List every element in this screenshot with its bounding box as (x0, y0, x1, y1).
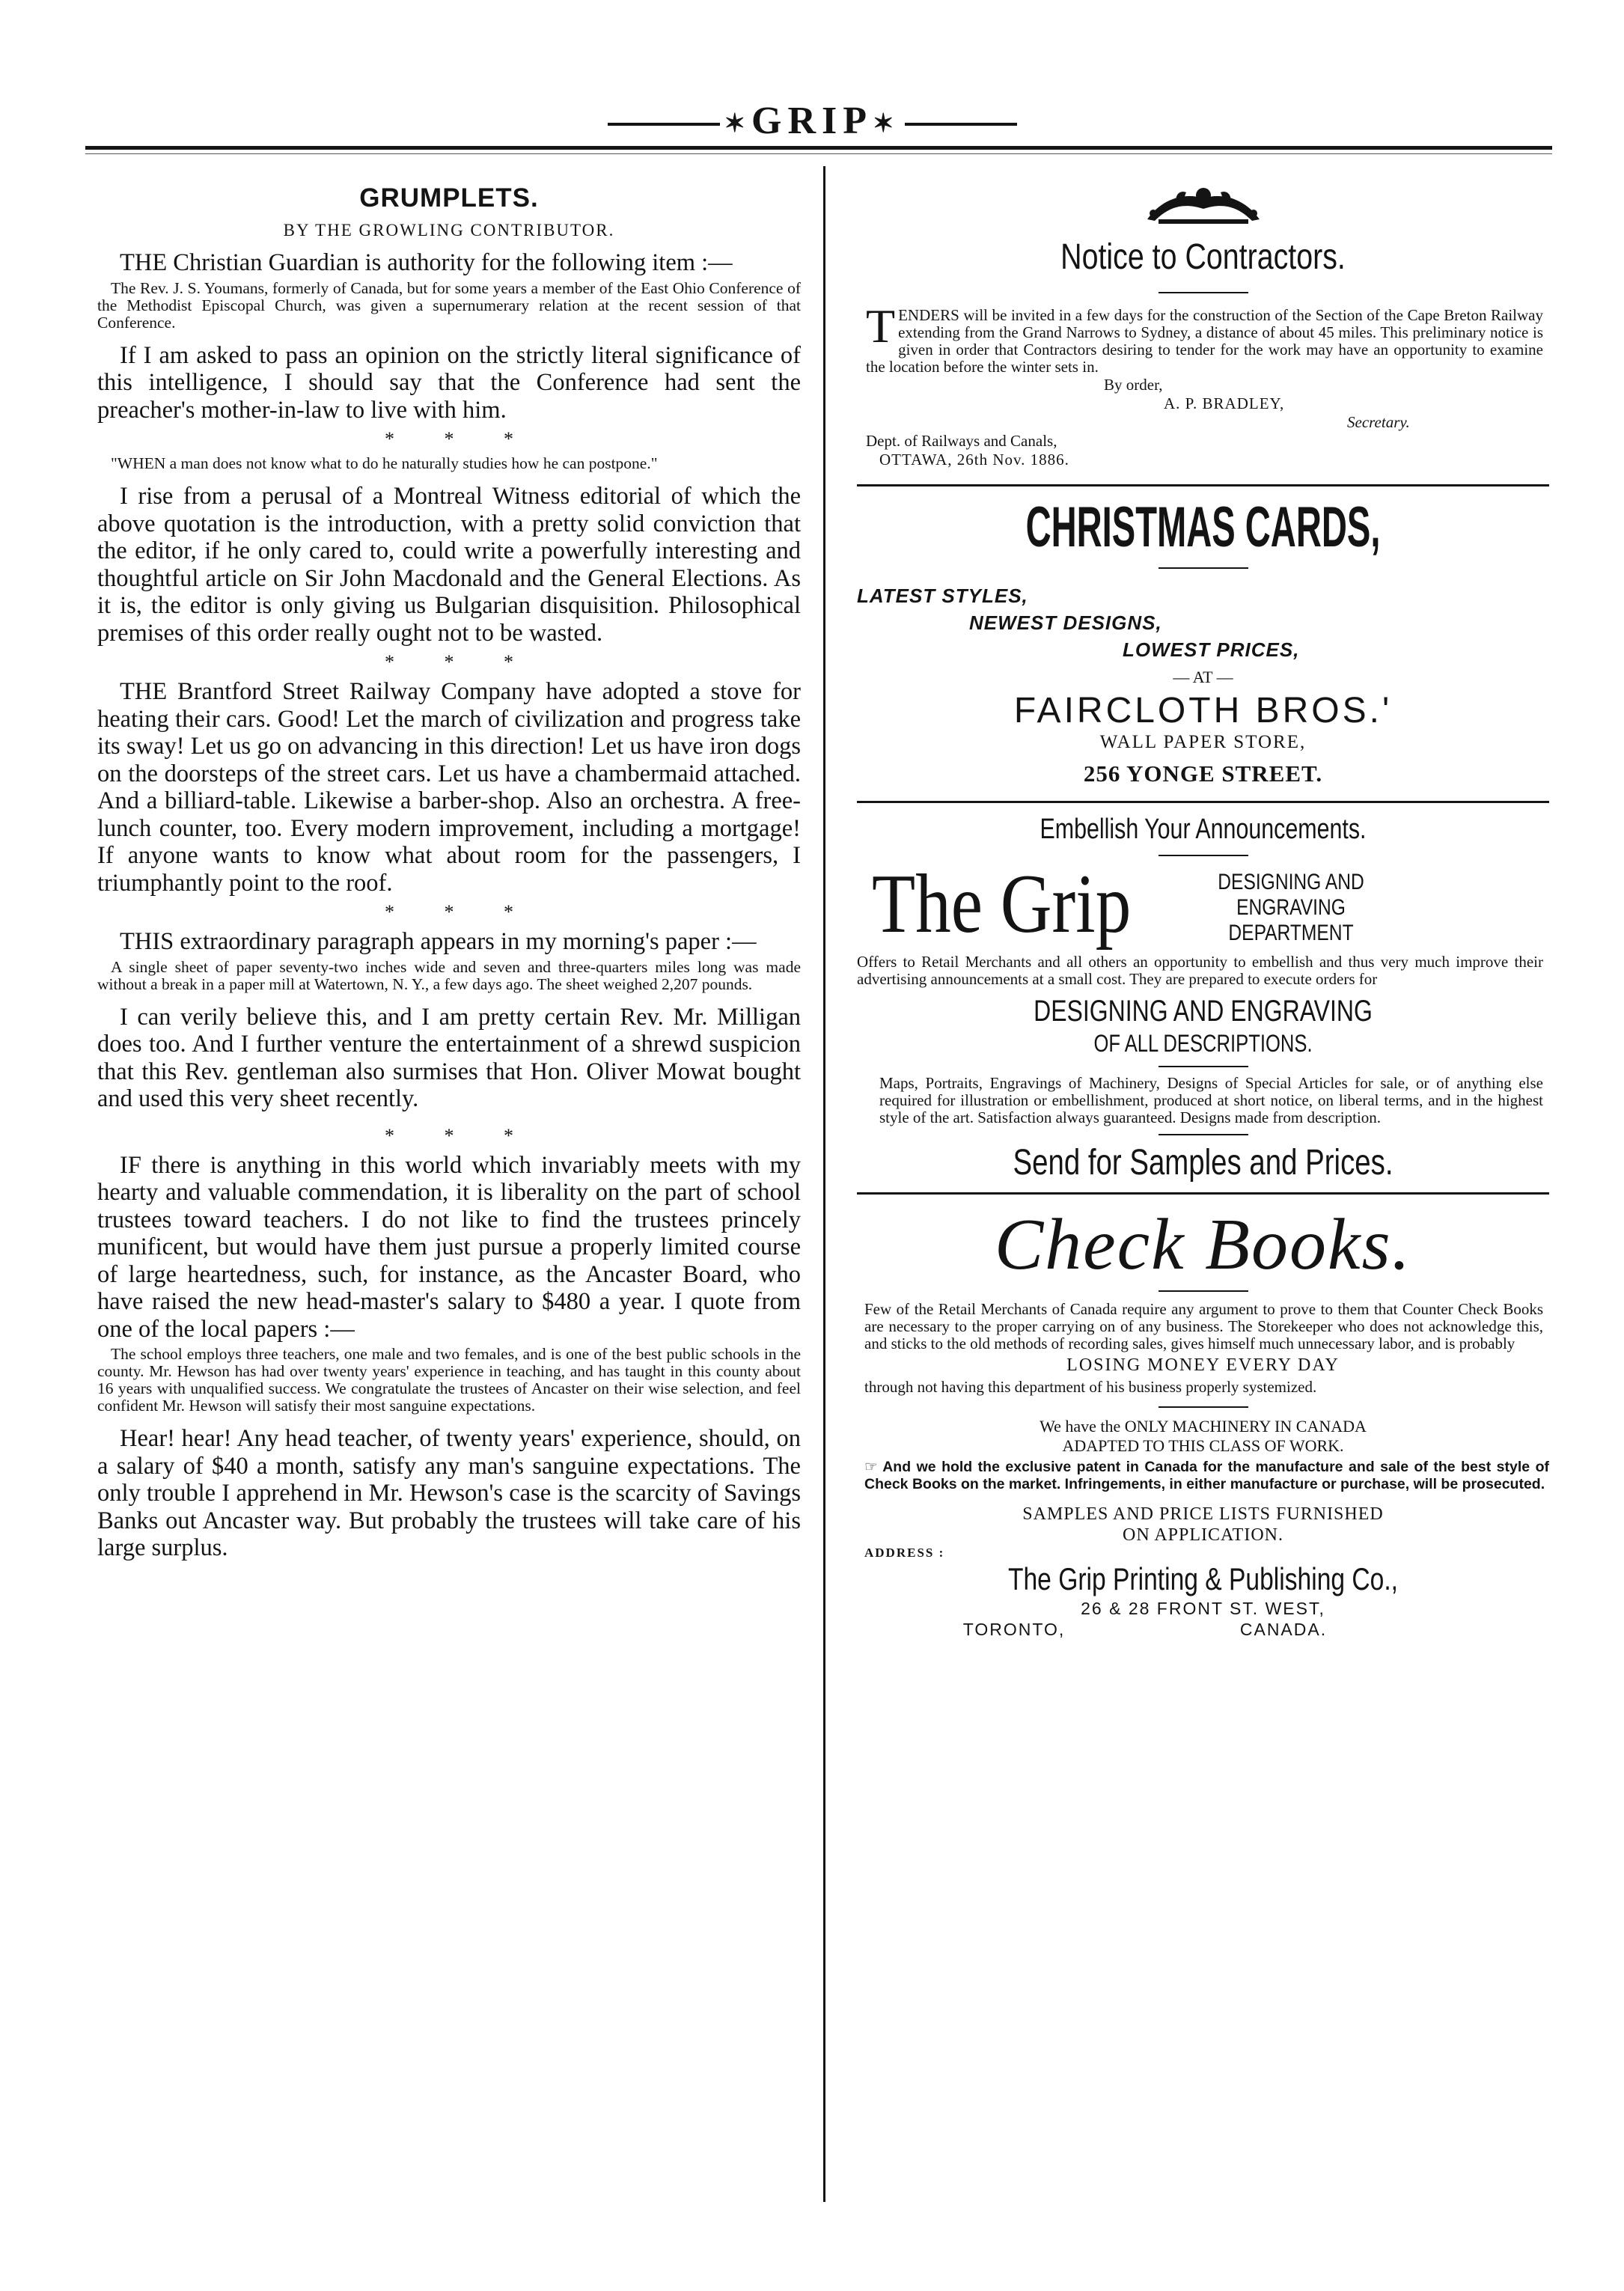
paragraph-1: THE Christian Guardian is authority for the following item :— (120, 249, 733, 276)
ad-line-designs: NEWEST DESIGNS, (969, 611, 1162, 634)
section-rule (857, 801, 1549, 803)
divider (1159, 567, 1248, 569)
designing-heading: DESIGNING AND ENGRAVING (1034, 995, 1373, 1028)
check-machinery-1: We have the ONLY MACHINERY IN CANADA (1040, 1417, 1367, 1436)
section-break: * * * (385, 1124, 513, 1147)
paragraph-2: If I am asked to pass an opinion on the strictly literal significance of this intelligence, I should say that the Conference had sent the preacher's mother-in-law to live with him. (97, 341, 801, 424)
notice-dept: Dept. of Railways and Canals, (866, 432, 1057, 450)
header-rule-thin (85, 153, 1552, 154)
check-samples-1: SAMPLES AND PRICE LISTS FURNISHED (1022, 1504, 1384, 1524)
check-machinery-2: ADAPTED TO THIS CLASS OF WORK. (1062, 1436, 1344, 1455)
quotation-1: The Rev. J. S. Youmans, formerly of Canada, but for some years a member of the East Ohio Conference of the Methodist Episcopal Church, was given a supernumerary relation at the recent session of that Conference. (97, 278, 801, 332)
christmas-cards-title: CHRISTMAS CARDS, (1025, 495, 1381, 559)
right-column (857, 168, 1549, 1640)
company-city-line (857, 1619, 1549, 1640)
drop-cap: T (866, 299, 896, 353)
masthead-title: GRIP (751, 100, 873, 142)
divider (1159, 1066, 1248, 1067)
paragraph-5: THIS extraordinary paragraph appears in my morning's paper :— (120, 928, 757, 955)
section-break: * * * (385, 651, 513, 673)
check-body: Few of the Retail Merchants of Canada require any argument to prove to them that Counter Check Books are necessary to the proper carrying on of any business. The Storekeeper who does not acknowledge this, and sticks to the old methods of recording sales, gives himself much unnecessary labor, and is probably (864, 1300, 1543, 1352)
paragraph-3: I rise from a perusal of a Montreal Witness editorial of which the above quotation is the introduction, with a pretty solid conviction that the editor, if he only cared to, could write a powerfully interesting and thoughtful article on Sir John Macdonald and the General Elections. As it is, the editor is only giving us Bulgarian disquisition. Philosophical premises of this order really ought not to be wasted. (97, 483, 801, 647)
ad-at: — AT — (1173, 668, 1233, 686)
masthead-rule-left (608, 123, 720, 126)
header-rule (85, 146, 1552, 150)
left-column (97, 168, 801, 1562)
section-break: * * * (385, 901, 513, 923)
section-rule (857, 484, 1549, 486)
company-city: TORONTO, (962, 1620, 1066, 1639)
descriptions-heading: OF ALL DESCRIPTIONS. (1093, 1030, 1313, 1057)
firm-name: FAIRCLOTH BROS.' (1013, 691, 1393, 730)
send-heading-wrap (857, 1141, 1549, 1185)
grip-details: Maps, Portraits, Engravings of Machinery, Designs of Special Articles for sale, or of anything else required for illustration or embellishment, produced at short notice, on liberal terms, and in the highest style of the art. Satisfaction always guaranteed. Designs made from description. (879, 1074, 1543, 1126)
embellish-heading-wrap (857, 814, 1549, 846)
notice-date: OTTAWA, 26th Nov. 1886. (879, 451, 1069, 469)
embellish-heading: Embellish Your Announcements. (1040, 814, 1367, 845)
company-name-wrap (857, 1561, 1549, 1598)
notice-body (866, 299, 1543, 376)
divider (1159, 292, 1248, 293)
star-icon: ✶ (873, 110, 900, 138)
grip-logo-text: The Grip (872, 858, 1132, 951)
quotation-2: "WHEN a man does not know what to do he naturally studies how he can postpone." (111, 454, 658, 472)
notice-text: ENDERS will be invited in a few days for the construction of the Section of the Cape Breton Railway extending from the Grand Narrows to Sydney, a distance of about 45 miles. This preliminary notice is given in order that Contractors desiring to tender for the work may have an opportunity to examine the location before the winter sets in. (866, 306, 1543, 376)
star-icon: ✶ (724, 110, 751, 138)
paragraph-8: Hear! hear! Any head teacher, of twenty years' experience, should, on a salary of $40 a month, satisfy any man's sanguine expectations. The only trouble I apprehend in Mr. Hewson's case is the scarcity of Savings Banks out Ancaster way. But probably the trustees will take care of his large surplus. (97, 1425, 801, 1561)
check-patent: ☞ And we hold the exclusive patent in Canada for the manufacture and sale of the best style of Check Books on the market. Infringements, in either manufacture or purchase, will be prosecuted. (864, 1459, 1549, 1492)
column-divider (823, 166, 825, 2202)
company-country: CANADA. (1239, 1620, 1328, 1639)
firm-store: WALL PAPER STORE, (1099, 732, 1307, 752)
paragraph-6: I can verily believe this, and I am pretty certain Rev. Mr. Milligan does too. And I further venture the entertainment of a shrewd suspicion that this Rev. gentleman also surmises that Hon. Oliver Mowat bought and used this very sheet recently. (97, 1003, 801, 1112)
notice-title-wrap (857, 237, 1549, 278)
notice-by-order: By order, (1104, 376, 1163, 394)
article-byline: BY THE GROWLING CONTRIBUTOR. (283, 221, 615, 240)
ad-line-prices: LOWEST PRICES, (1123, 638, 1300, 661)
check-through: through not having this department of his business properly systemized. (864, 1378, 1317, 1396)
section-break: * * * (385, 428, 513, 450)
designing-heading-wrap (857, 994, 1549, 1058)
dept-line-3: DEPARTMENT (1228, 921, 1354, 945)
grip-offer: Offers to Retail Merchants and all others an opportunity to embellish and thus very much improve their advertising announcements at a small cost. They are prepared to execute orders for (857, 953, 1543, 988)
section-rule (857, 1192, 1549, 1195)
notice-signer-title: Secretary. (1347, 413, 1410, 431)
send-heading: Send for Samples and Prices. (1013, 1143, 1393, 1183)
check-losing: LOSING MONEY EVERY DAY (1066, 1355, 1340, 1375)
dept-line-2: ENGRAVING (1236, 895, 1346, 920)
paragraph-4: THE Brantford Street Railway Company have adopted a stove for heating their cars. Good! Let the march of civilization and progress take its sway! Let us go on advancing in this direction! Let us have iron dogs on the doorsteps of the street cars. Let us have a chambermaid attached. And a billiard-table. Likewise a barber-shop. Also an orchestra. A free-lunch counter, too. Every modern improvement, including a mortgage! If anyone wants to know what about room for the passengers, I triumphantly point to the roof. (97, 678, 801, 897)
paragraph-7: IF there is anything in this world which invariably meets with my hearty and valuable commendation, it is liberality on the part of school trustees toward teachers. I do not like to find the trustees princely munificent, but would have them just pursue a properly limited course of large heartedness, such, for instance, as the Ancaster Board, who have raised the new head-master's salary to $480 a year. I quote from one of the local papers :— (97, 1151, 801, 1343)
quotation-3: A single sheet of paper seventy-two inches wide and seven and three-quarters miles long was made without a break in a paper mill at Watertown, N. Y., a few days ago. The sheet weighed 2,207 pounds. (97, 957, 801, 993)
firm-address: 256 YONGE STREET. (1083, 760, 1323, 787)
check-samples-2: ON APPLICATION. (1122, 1525, 1283, 1545)
company-name: The Grip Printing & Publishing Co., (1007, 1561, 1399, 1596)
ad-line-styles: LATEST STYLES, (857, 585, 1028, 607)
company-street: 26 & 28 FRONT ST. WEST, (1081, 1599, 1325, 1618)
divider (1159, 1290, 1248, 1292)
check-books-title: Check Books. (994, 1204, 1412, 1285)
ornament-icon (857, 183, 1549, 231)
dept-line-1: DESIGNING AND (1218, 870, 1364, 894)
quotation-4: The school employs three teachers, one male and two females, and is one of the best public schools in the county. Mr. Hewson has had over twenty years' experience in teaching, and has taught in this county about 16 years with unqualified success. We congratulate the trustees of Ancaster on their wise selection, and feel confident Mr. Hewson will satisfy their most sanguine expectations. (97, 1345, 801, 1415)
notice-title: Notice to Contractors. (1060, 237, 1346, 277)
article-heading: GRUMPLETS. (359, 183, 539, 213)
divider (1159, 855, 1248, 856)
masthead (0, 99, 1624, 147)
grip-department (1190, 870, 1393, 946)
divider (1159, 1406, 1248, 1408)
masthead-rule-right (905, 123, 1017, 126)
check-address-label: ADDRESS : (864, 1546, 945, 1560)
notice-signer: A. P. BRADLEY, (1164, 394, 1285, 412)
grip-logo (857, 858, 1549, 954)
divider (1159, 1134, 1248, 1135)
